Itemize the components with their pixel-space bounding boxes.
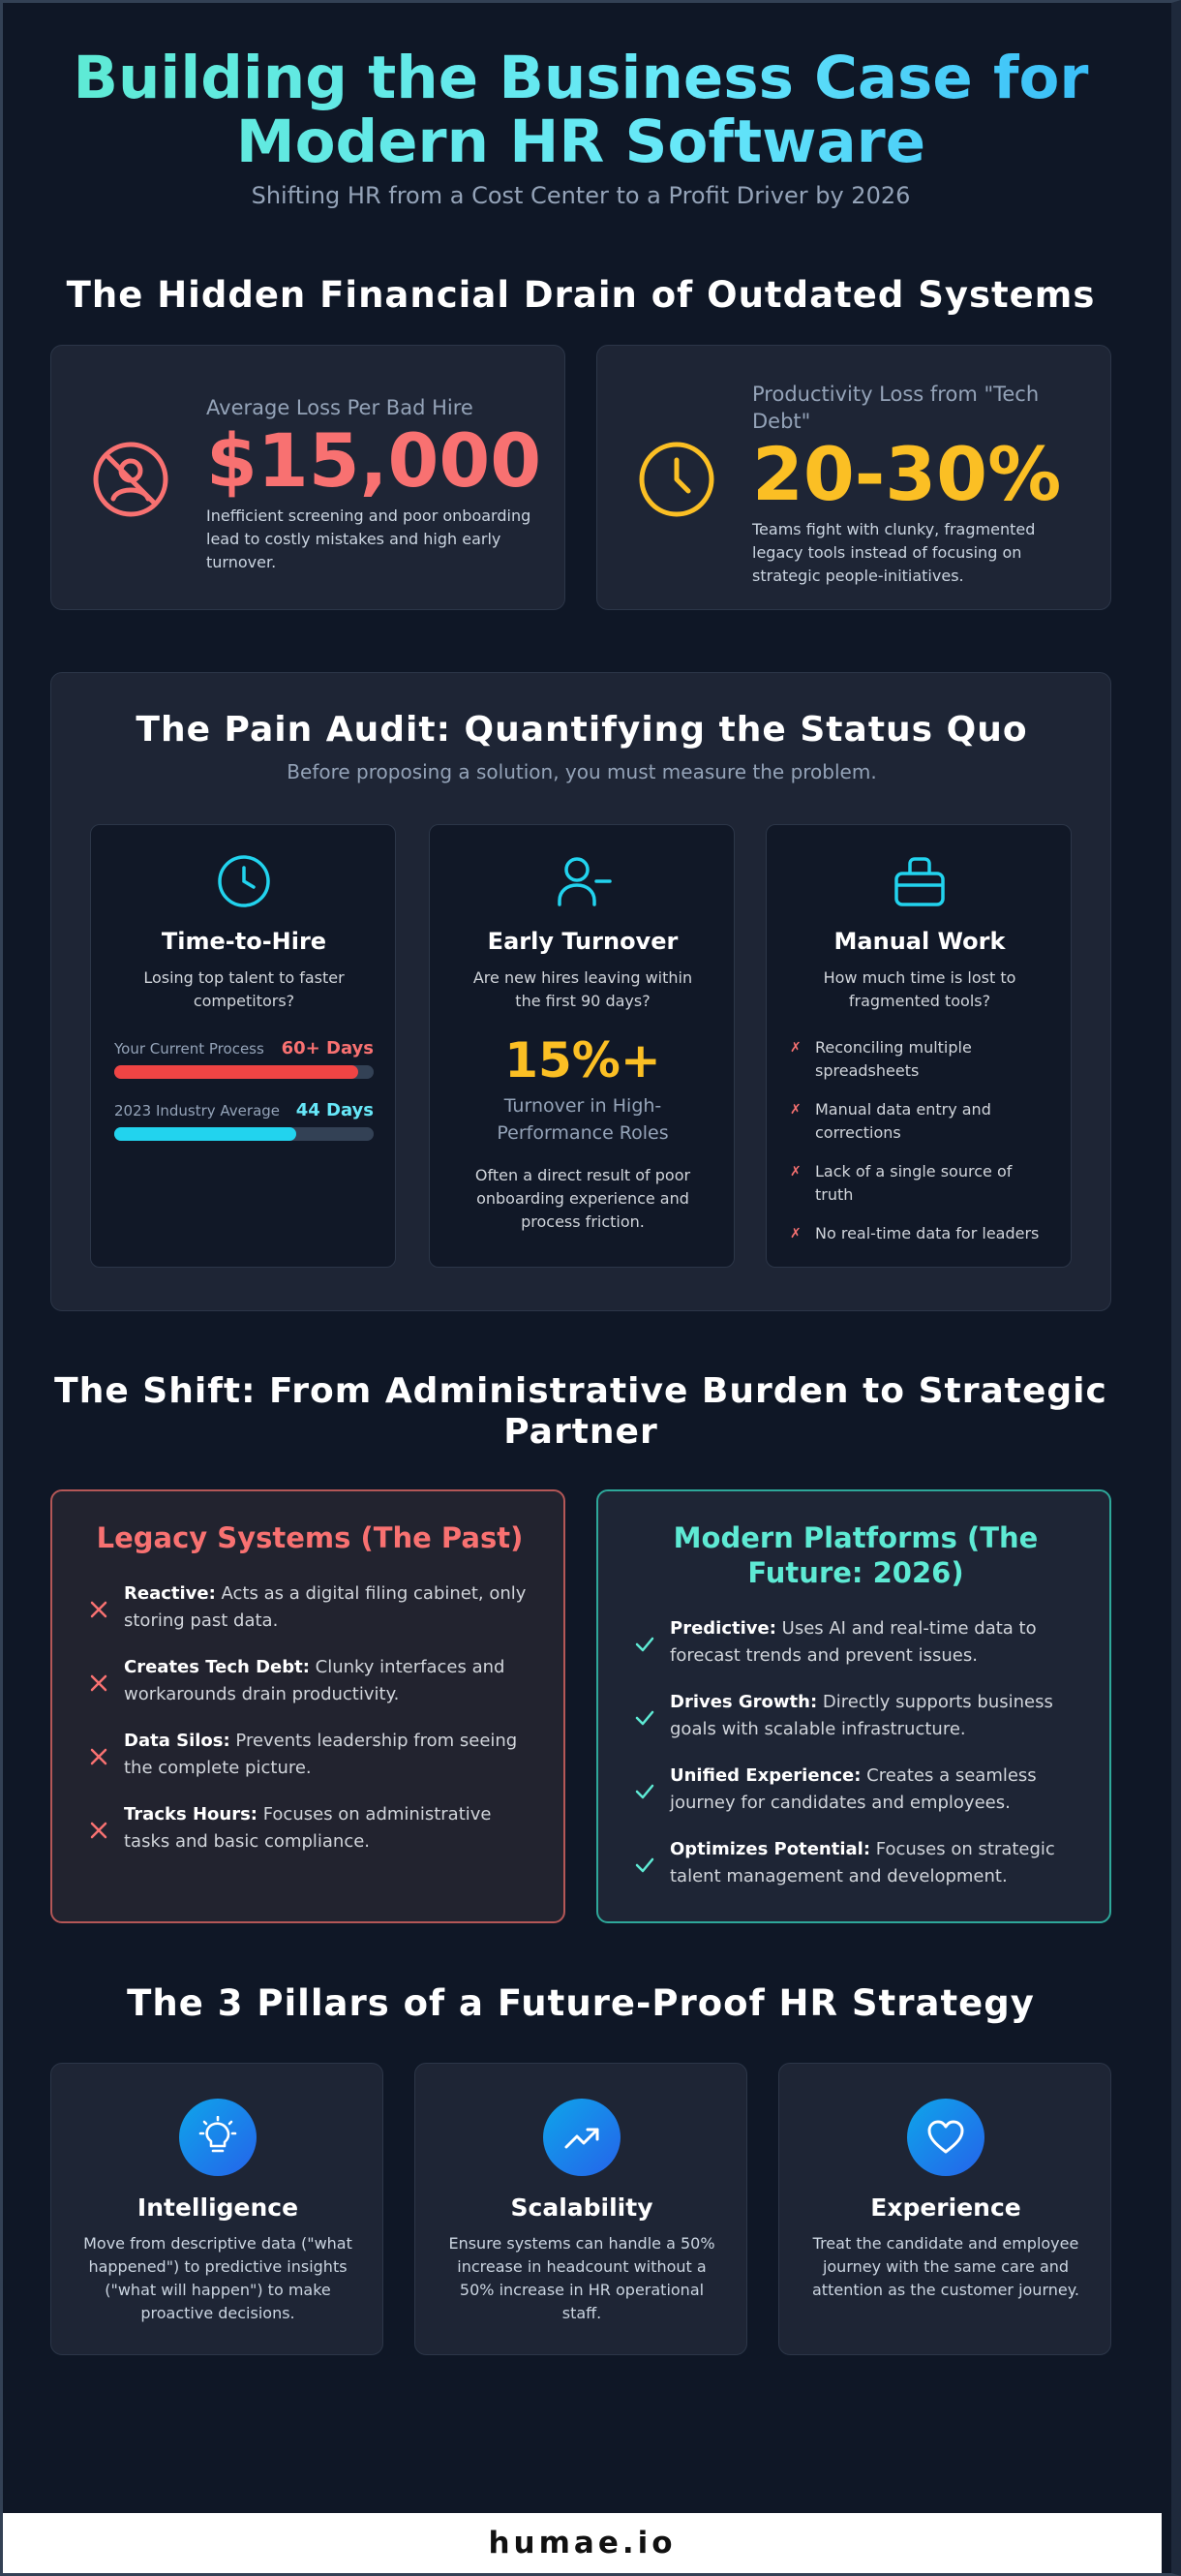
card-title: Time-to-Hire: [161, 928, 327, 955]
stat-description: Teams fight with clunky, fragmented legacy tools instead of focusing on strategic people-initiatives.: [752, 520, 1036, 585]
list-item: ✗ Lack of a single source of truth: [790, 1160, 1053, 1207]
stat-label: Productivity Loss from "Tech Debt": [752, 383, 1040, 433]
list-item: Creates Tech Debt: Clunky interfaces and workarounds drain productivity.: [87, 1654, 529, 1708]
turnover-stat: 15%+: [504, 1032, 661, 1089]
list-item: ✗ Manual data entry and corrections: [790, 1098, 1053, 1145]
x-mark-icon: ✗: [790, 1226, 802, 1242]
pillar-description: Ensure systems can handle a 50% increase in headcount without a 50% increase in HR operational staff.: [448, 2234, 715, 2322]
page-subtitle: Shifting HR from a Cost Center to a Profit Driver by 2026: [251, 182, 911, 209]
pain-audit-panel: [50, 672, 1111, 1311]
x-icon: [87, 1728, 110, 1782]
bar-label: 2023 Industry Average: [114, 1102, 281, 1119]
progress-fill: [114, 1127, 296, 1141]
turnover-description: Often a direct result of poor onboarding experience and process friction.: [474, 1166, 691, 1231]
card-question: Losing top talent to faster competitors?: [143, 968, 345, 1010]
no-person-icon: [90, 439, 171, 520]
footer-brand[interactable]: humae.io: [3, 2513, 1162, 2573]
stat-label: Average Loss Per Bad Hire: [206, 396, 473, 419]
card-title: Early Turnover: [487, 928, 679, 955]
check-icon: [633, 1763, 656, 1817]
modern-platforms-card: [596, 1489, 1111, 1923]
pillar-icon-circle: [543, 2099, 621, 2176]
drain-section-title: The Hidden Financial Drain of Outdated Systems: [66, 274, 1096, 316]
pillar-experience: [778, 2063, 1111, 2355]
bar-industry-average: [114, 1100, 374, 1141]
pillar-icon-circle: [907, 2099, 984, 2176]
pillar-icon-circle: [179, 2099, 257, 2176]
progress-fill: [114, 1065, 358, 1079]
pillar-description: Treat the candidate and employee journey with the same care and attention as the customer journey.: [812, 2234, 1079, 2299]
list-item: Drives Growth: Directly supports business goals with scalable infrastructure.: [633, 1689, 1075, 1743]
legacy-systems-card: [50, 1489, 565, 1923]
card-question: Are new hires leaving within the first 90 days?: [472, 968, 693, 1010]
progress-track: [114, 1127, 374, 1141]
pillar-title: Experience: [870, 2193, 1021, 2222]
list-item: ✗ Reconciling multiple spreadsheets: [790, 1036, 1053, 1083]
trending-up-icon: [560, 2116, 603, 2159]
lightbulb-icon: [197, 2116, 239, 2159]
pillar-intelligence: [50, 2063, 383, 2355]
legacy-list: [87, 1580, 529, 1875]
list-item: Reactive: Acts as a digital filing cabinet, only storing past data.: [87, 1580, 529, 1635]
list-item: Data Silos: Prevents leadership from seeing the complete picture.: [87, 1728, 529, 1782]
x-mark-icon: ✗: [790, 1102, 802, 1118]
stat-text: [752, 381, 1081, 588]
pillar-description: Move from descriptive data ("what happened") to predictive insights ("what will happen") to make proactive decisions.: [83, 2234, 352, 2322]
progress-track: [114, 1065, 374, 1079]
audit-subtitle: Before proposing a solution, you must measure the problem.: [287, 760, 877, 783]
stat-value: 20-30%: [752, 431, 1062, 517]
x-icon: [87, 1801, 110, 1855]
pillar-title: Intelligence: [136, 2193, 299, 2222]
x-mark-icon: ✗: [790, 1040, 802, 1056]
audit-title: The Pain Audit: Quantifying the Status Quo: [136, 710, 1028, 750]
list-item: Optimizes Potential: Focuses on strategic talent management and development.: [633, 1836, 1075, 1890]
list-item: Predictive: Uses AI and real-time data to forecast trends and prevent issues.: [633, 1615, 1075, 1670]
card-title: Manual Work: [833, 928, 1006, 955]
clock-icon: [215, 852, 273, 910]
list-item: Tracks Hours: Focuses on administrative tasks and basic compliance.: [87, 1801, 529, 1855]
legacy-title: Legacy Systems (The Past): [96, 1521, 524, 1554]
card-question: How much time is lost to fragmented tools?: [823, 968, 1016, 1010]
stat-text: [206, 394, 542, 574]
stat-description: Inefficient screening and poor onboarding lead to costly mistakes and high early turnover.: [206, 506, 531, 571]
bar-value: 44 Days: [295, 1100, 374, 1120]
check-icon: [633, 1615, 656, 1670]
bar-label: Your Current Process: [114, 1040, 264, 1058]
stat-value: $15,000: [206, 417, 542, 504]
heart-icon: [924, 2116, 967, 2159]
stat-card-bad-hire: [50, 345, 565, 610]
modern-title: Modern Platforms (The Future: 2026): [673, 1521, 1039, 1589]
list-item: Unified Experience: Creates a seamless journey for candidates and employees.: [633, 1763, 1075, 1817]
clock-icon: [636, 439, 717, 520]
list-item: ✗ No real-time data for leaders: [790, 1222, 1053, 1245]
bar-current-process: [114, 1038, 374, 1079]
audit-card-time-to-hire: [90, 824, 396, 1268]
check-icon: [633, 1689, 656, 1743]
x-icon: [87, 1654, 110, 1708]
page-title: Building the Business Case for Modern HR Software: [58, 46, 1104, 174]
shift-section-title: The Shift: From Administrative Burden to Strategic Partner: [54, 1371, 1107, 1452]
pillar-scalability: [414, 2063, 747, 2355]
check-icon: [633, 1836, 656, 1890]
bar-value: 60+ Days: [281, 1038, 374, 1058]
stat-card-tech-debt: [596, 345, 1111, 610]
pillar-title: Scalability: [510, 2193, 653, 2222]
manual-work-list: [790, 1036, 1053, 1261]
audit-card-early-turnover: [429, 824, 735, 1268]
audit-card-manual-work: [766, 824, 1072, 1268]
x-icon: [87, 1580, 110, 1635]
turnover-stat-label: Turnover in High-Performance Roles: [497, 1095, 669, 1144]
x-mark-icon: ✗: [790, 1164, 802, 1180]
modern-list: [633, 1615, 1075, 1910]
pillars-section-title: The 3 Pillars of a Future-Proof HR Strategy: [127, 1982, 1035, 2024]
briefcase-icon: [891, 852, 949, 910]
user-minus-icon: [554, 852, 612, 910]
